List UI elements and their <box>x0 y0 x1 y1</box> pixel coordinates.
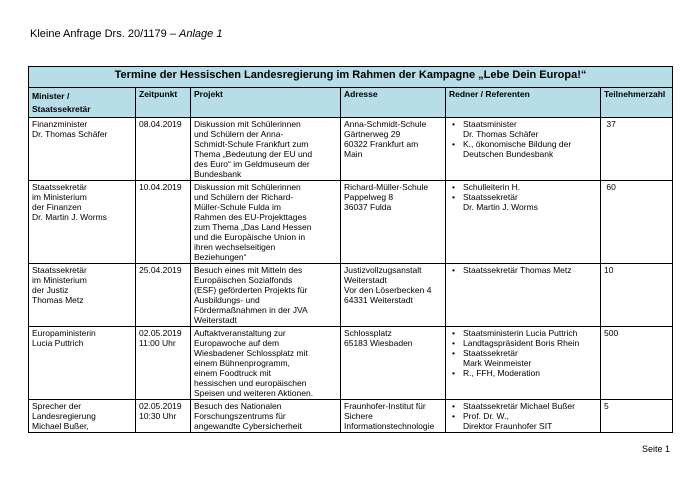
cell-minister <box>29 118 136 181</box>
speaker-line: Dr. Thomas Schäfer <box>463 129 539 139</box>
cell-adresse <box>341 181 446 264</box>
projekt-line: und die Europäische Union in <box>194 232 306 242</box>
projekt-line: Auftaktveranstaltung zur <box>194 328 286 338</box>
minister-line: Finanzminister <box>32 119 88 129</box>
adresse-line: Weiterstadt <box>344 275 387 285</box>
cell-minister <box>29 327 136 400</box>
participant-count: 500 <box>604 328 619 338</box>
speaker-item <box>449 139 597 159</box>
minister-line: im Ministerium <box>32 275 87 285</box>
minister-line: im Ministerium <box>32 192 87 202</box>
projekt-line: (ESF) geförderten Projekts für <box>194 285 308 295</box>
speaker-item <box>449 328 597 338</box>
minister-line: Dr. Thomas Schäfer <box>32 129 108 139</box>
projekt-line: des Euro“ im Geldmuseum der <box>194 159 310 169</box>
cell-adresse <box>341 400 446 433</box>
cell-minister <box>29 181 136 264</box>
cell-teilnehmer <box>601 181 673 264</box>
appointments-table <box>28 66 673 433</box>
column-header-zeitpunkt: Zeitpunkt <box>136 88 191 118</box>
table-row <box>29 181 673 264</box>
cell-redner <box>446 327 601 400</box>
projekt-line: Europäischen Sozialfonds <box>194 275 293 285</box>
minister-line: der Finanzen <box>32 202 82 212</box>
projekt-line: Europawoche auf dem <box>194 338 280 348</box>
adresse-line: Fraunhofer-Institut für <box>344 401 426 411</box>
speaker-list <box>449 265 597 275</box>
cell-zeitpunkt <box>136 118 191 181</box>
projekt-line: Diskussion mit Schülerinnen <box>194 182 301 192</box>
participant-count: 60 <box>604 182 616 192</box>
page-number: Seite 1 <box>641 444 670 454</box>
projekt-line: ihren wechselseitigen <box>194 242 276 252</box>
projekt-line: Weiterstadt <box>194 315 237 325</box>
cell-zeitpunkt <box>136 327 191 400</box>
projekt-line: einem Foodtruck mit <box>194 368 271 378</box>
adresse-line: Gärtnerweg 29 <box>344 129 401 139</box>
table-row <box>29 400 673 433</box>
column-header-minister-line2: Staatssekretär <box>32 104 91 114</box>
speaker-line: • Staatsministerin Lucia Puttrich <box>463 328 578 338</box>
minister-line: Sprecher der <box>32 401 82 411</box>
projekt-line: Beziehungen“ <box>194 252 247 262</box>
adresse-line: 64331 Weiterstadt <box>344 295 413 305</box>
zeitpunkt-line: 25.04.2019 <box>139 265 182 275</box>
document-header <box>30 28 222 40</box>
cell-redner <box>446 264 601 327</box>
speaker-line: Dr. Martin J. Worms <box>463 202 538 212</box>
cell-projekt <box>191 327 341 400</box>
participant-count: 10 <box>604 265 614 275</box>
column-header-adresse: Adresse <box>341 88 446 118</box>
adresse-line: 65183 Wiesbaden <box>344 338 413 348</box>
minister-line: Landesregierung <box>32 411 96 421</box>
projekt-line: zum Thema „Das Land Hessen <box>194 222 312 232</box>
zeitpunkt-line: 11:00 Uhr <box>139 338 176 348</box>
cell-projekt <box>191 264 341 327</box>
participant-count: 5 <box>604 401 609 411</box>
projekt-line: und Schülern der Richard- <box>194 192 294 202</box>
table-row <box>29 118 673 181</box>
projekt-line: Diskussion mit Schülerinnen <box>194 119 301 129</box>
speaker-item <box>449 348 597 368</box>
projekt-line: angewandte Cybersicherheit <box>194 421 302 431</box>
adresse-line: Justizvollzugsanstalt <box>344 265 422 275</box>
projekt-line: Ausbildungs- und <box>194 295 260 305</box>
projekt-line: Schmidt-Schule Frankfurt zum <box>194 139 309 149</box>
adresse-line: 60322 Frankfurt am <box>344 139 419 149</box>
cell-redner <box>446 118 601 181</box>
zeitpunkt-line: 08.04.2019 <box>139 119 182 129</box>
minister-line: der Justiz <box>32 285 69 295</box>
column-header-teilnehmerzahl: Teilnehmerzahl <box>601 88 673 118</box>
speaker-item <box>449 265 597 275</box>
table-body <box>29 118 673 433</box>
cell-teilnehmer <box>601 327 673 400</box>
cell-projekt <box>191 400 341 433</box>
projekt-line: und Schülern der Anna- <box>194 129 284 139</box>
cell-teilnehmer <box>601 264 673 327</box>
speaker-item <box>449 192 597 212</box>
projekt-line: Speisen und weiteren Aktionen. <box>194 388 314 398</box>
projekt-line: Bundesbank <box>194 169 242 179</box>
speaker-line: • K., ökonomische Bildung der <box>463 139 572 149</box>
speaker-item <box>449 411 597 431</box>
cell-minister <box>29 400 136 433</box>
projekt-line: Besuch des Nationalen <box>194 401 282 411</box>
header-anlage: Anlage 1 <box>179 28 223 40</box>
zeitpunkt-line: 10.04.2019 <box>139 182 182 192</box>
column-header-minister <box>29 88 136 118</box>
table-title: Termine der Hessischen Landesregierung im Rahmen der Kampagne „Lebe Dein Europa!“ <box>29 67 673 88</box>
cell-projekt <box>191 181 341 264</box>
cell-adresse <box>341 327 446 400</box>
speaker-line: • Staatssekretär <box>463 192 518 202</box>
projekt-line: Fördermaßnahmen in der JVA <box>194 305 308 315</box>
column-header-redner: Redner / Referenten <box>446 88 601 118</box>
projekt-line: Müller-Schule Fulda im <box>194 202 281 212</box>
projekt-line: einem Bühnenprogramm, <box>194 358 290 368</box>
table-row <box>29 327 673 400</box>
cell-minister <box>29 264 136 327</box>
header-text: Kleine Anfrage Drs. 20/1179 – <box>30 28 180 40</box>
speaker-item <box>449 182 597 192</box>
column-header-minister-line1: Minister / <box>32 91 70 101</box>
adresse-line: Main <box>344 149 363 159</box>
speaker-line: Mark Weinmeister <box>463 358 532 368</box>
cell-teilnehmer <box>601 118 673 181</box>
projekt-line: hessischen und europäischen <box>194 378 307 388</box>
speaker-line: • Staatssekretär <box>463 348 518 358</box>
minister-line: Lucia Puttrich <box>32 338 84 348</box>
column-header-projekt: Projekt <box>191 88 341 118</box>
speaker-line: • Staatssekretär Michael Bußer <box>463 401 575 411</box>
zeitpunkt-line: 02.05.2019 <box>139 328 182 338</box>
speaker-line: • Schulleiterin H. <box>463 182 521 192</box>
cell-adresse <box>341 264 446 327</box>
speaker-list <box>449 401 597 431</box>
zeitpunkt-line: 02.05.2019 <box>139 401 182 411</box>
minister-line: Dr. Martin J. Worms <box>32 212 107 222</box>
minister-line: Europaministerin <box>32 328 96 338</box>
cell-teilnehmer <box>601 400 673 433</box>
speaker-line: • R., FFH, Moderation <box>463 368 540 378</box>
cell-redner <box>446 181 601 264</box>
speaker-line: • Staatssekretär Thomas Metz <box>463 265 572 275</box>
cell-projekt <box>191 118 341 181</box>
projekt-line: Wiesbadener Schlossplatz mit <box>194 348 308 358</box>
projekt-line: Rahmen des EU-Projekttages <box>194 212 307 222</box>
cell-adresse <box>341 118 446 181</box>
speaker-item <box>449 338 597 348</box>
speaker-line: • Prof. Dr. W., <box>463 411 509 421</box>
speaker-line: • Staatsminister <box>463 119 517 129</box>
projekt-line: Forschungszentrums für <box>194 411 286 421</box>
adresse-line: Anna-Schmidt-Schule <box>344 119 427 129</box>
adresse-line: Richard-Müller-Schule <box>344 182 429 192</box>
minister-line: Thomas Metz <box>32 295 84 305</box>
minister-line: Michael Bußer, <box>32 421 89 431</box>
adresse-line: Vor den Löserbecken 4 <box>344 285 432 295</box>
table-row <box>29 264 673 327</box>
adresse-line: Schlossplatz <box>344 328 392 338</box>
speaker-list <box>449 119 597 159</box>
adresse-line: Pappelweg 8 <box>344 192 394 202</box>
speaker-line: • Landtagspräsident Boris Rhein <box>463 338 580 348</box>
speaker-list <box>449 182 597 212</box>
speaker-line: Deutschen Bundesbank <box>463 149 554 159</box>
adresse-line: Sichere <box>344 411 373 421</box>
speaker-item <box>449 119 597 139</box>
participant-count: 37 <box>604 119 616 129</box>
projekt-line: Besuch eines mit Mitteln des <box>194 265 303 275</box>
cell-redner <box>446 400 601 433</box>
speaker-line: Direktor Fraunhofer SIT <box>463 421 553 431</box>
minister-line: Staatssekretär <box>32 265 87 275</box>
cell-zeitpunkt <box>136 181 191 264</box>
cell-zeitpunkt <box>136 264 191 327</box>
adresse-line: 36037 Fulda <box>344 202 392 212</box>
speaker-item <box>449 401 597 411</box>
speaker-item <box>449 368 597 378</box>
speaker-list <box>449 328 597 378</box>
adresse-line: Informationstechnologie <box>344 421 435 431</box>
minister-line: Staatssekretär <box>32 182 87 192</box>
zeitpunkt-line: 10:30 Uhr <box>139 411 177 421</box>
projekt-line: Thema „Bedeutung der EU und <box>194 149 313 159</box>
cell-zeitpunkt <box>136 400 191 433</box>
